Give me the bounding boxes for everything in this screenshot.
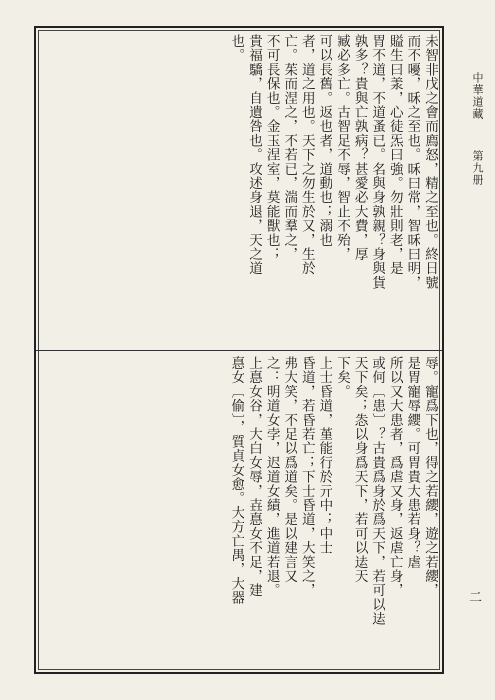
- text-column: 或何〔患〕？古貴爲身於爲天下，若可以迲: [369, 356, 386, 626]
- text-column: 胃不道，不道蚤已。名與身孰親？身與貨: [369, 34, 386, 290]
- text-column: 不可長保也。金玉涅室，莫能獸也；: [263, 34, 280, 262]
- text-column: 未智非戊之會而廌怒，精之至也。終日號: [422, 34, 438, 290]
- text-column: 惪女〔偷〕，質貞女愈。大方亡禺，大器: [228, 356, 245, 605]
- text-column: 臧必多亡。古智足不辱，智止不殆，: [334, 34, 351, 262]
- text-column: 上士昏道，堇能行於亓中；中士: [316, 356, 333, 555]
- text-column: 之：明道女孛，迟道女績，進道若退。: [263, 356, 280, 598]
- text-column: 而不嚘，咊之至也。咊曰常，智咊曰明，: [404, 34, 421, 290]
- collection-title: 中華道藏: [471, 72, 484, 120]
- text-column: 可以長舊。返也者，道動也；溺也: [316, 34, 333, 247]
- text-column: 下矣。: [334, 356, 351, 399]
- text-column: 也。: [228, 34, 245, 63]
- text-column: 昏道，若昏若亡；下士昏道，大笑之，: [298, 356, 315, 598]
- text-column: 貴福驕，自遺咎也。攻述身退，天之道: [246, 34, 263, 276]
- text-frame: [34, 26, 444, 674]
- text-column: 是胃寵辱纓。可胃貴大患若身？虐: [404, 356, 421, 569]
- top-register: [40, 34, 438, 344]
- text-column: 辱。寵爲下也，得之若纓，遊之若纓，: [422, 356, 438, 598]
- text-column: 弗大笑，不足以爲道矣。是以建言又: [281, 356, 298, 584]
- register-divider: [36, 350, 442, 351]
- text-column: 上惪女谷，大白女辱，壵惪女不足，建: [246, 356, 263, 598]
- text-column: 天下矣；怣以身爲天下，若可以迲天: [351, 356, 368, 584]
- text-column: 所以又大患者，爲虐又身，返虐亡身，: [386, 356, 403, 598]
- text-column: 者，道之用也。天下之勿生於又，生於: [298, 34, 315, 276]
- fascicle-label: 第九册: [471, 150, 484, 186]
- bottom-register: [40, 356, 438, 668]
- page-number: 二: [466, 590, 481, 603]
- text-column: 賹生曰羕，心徒炁曰強。勿壯則老，是: [386, 34, 403, 276]
- text-column: 亡。茱而涅之，不若已，湍而羣之，: [281, 34, 298, 262]
- text-column: 孰多？貴與亡孰病？甚愛必大費，厚: [351, 34, 368, 262]
